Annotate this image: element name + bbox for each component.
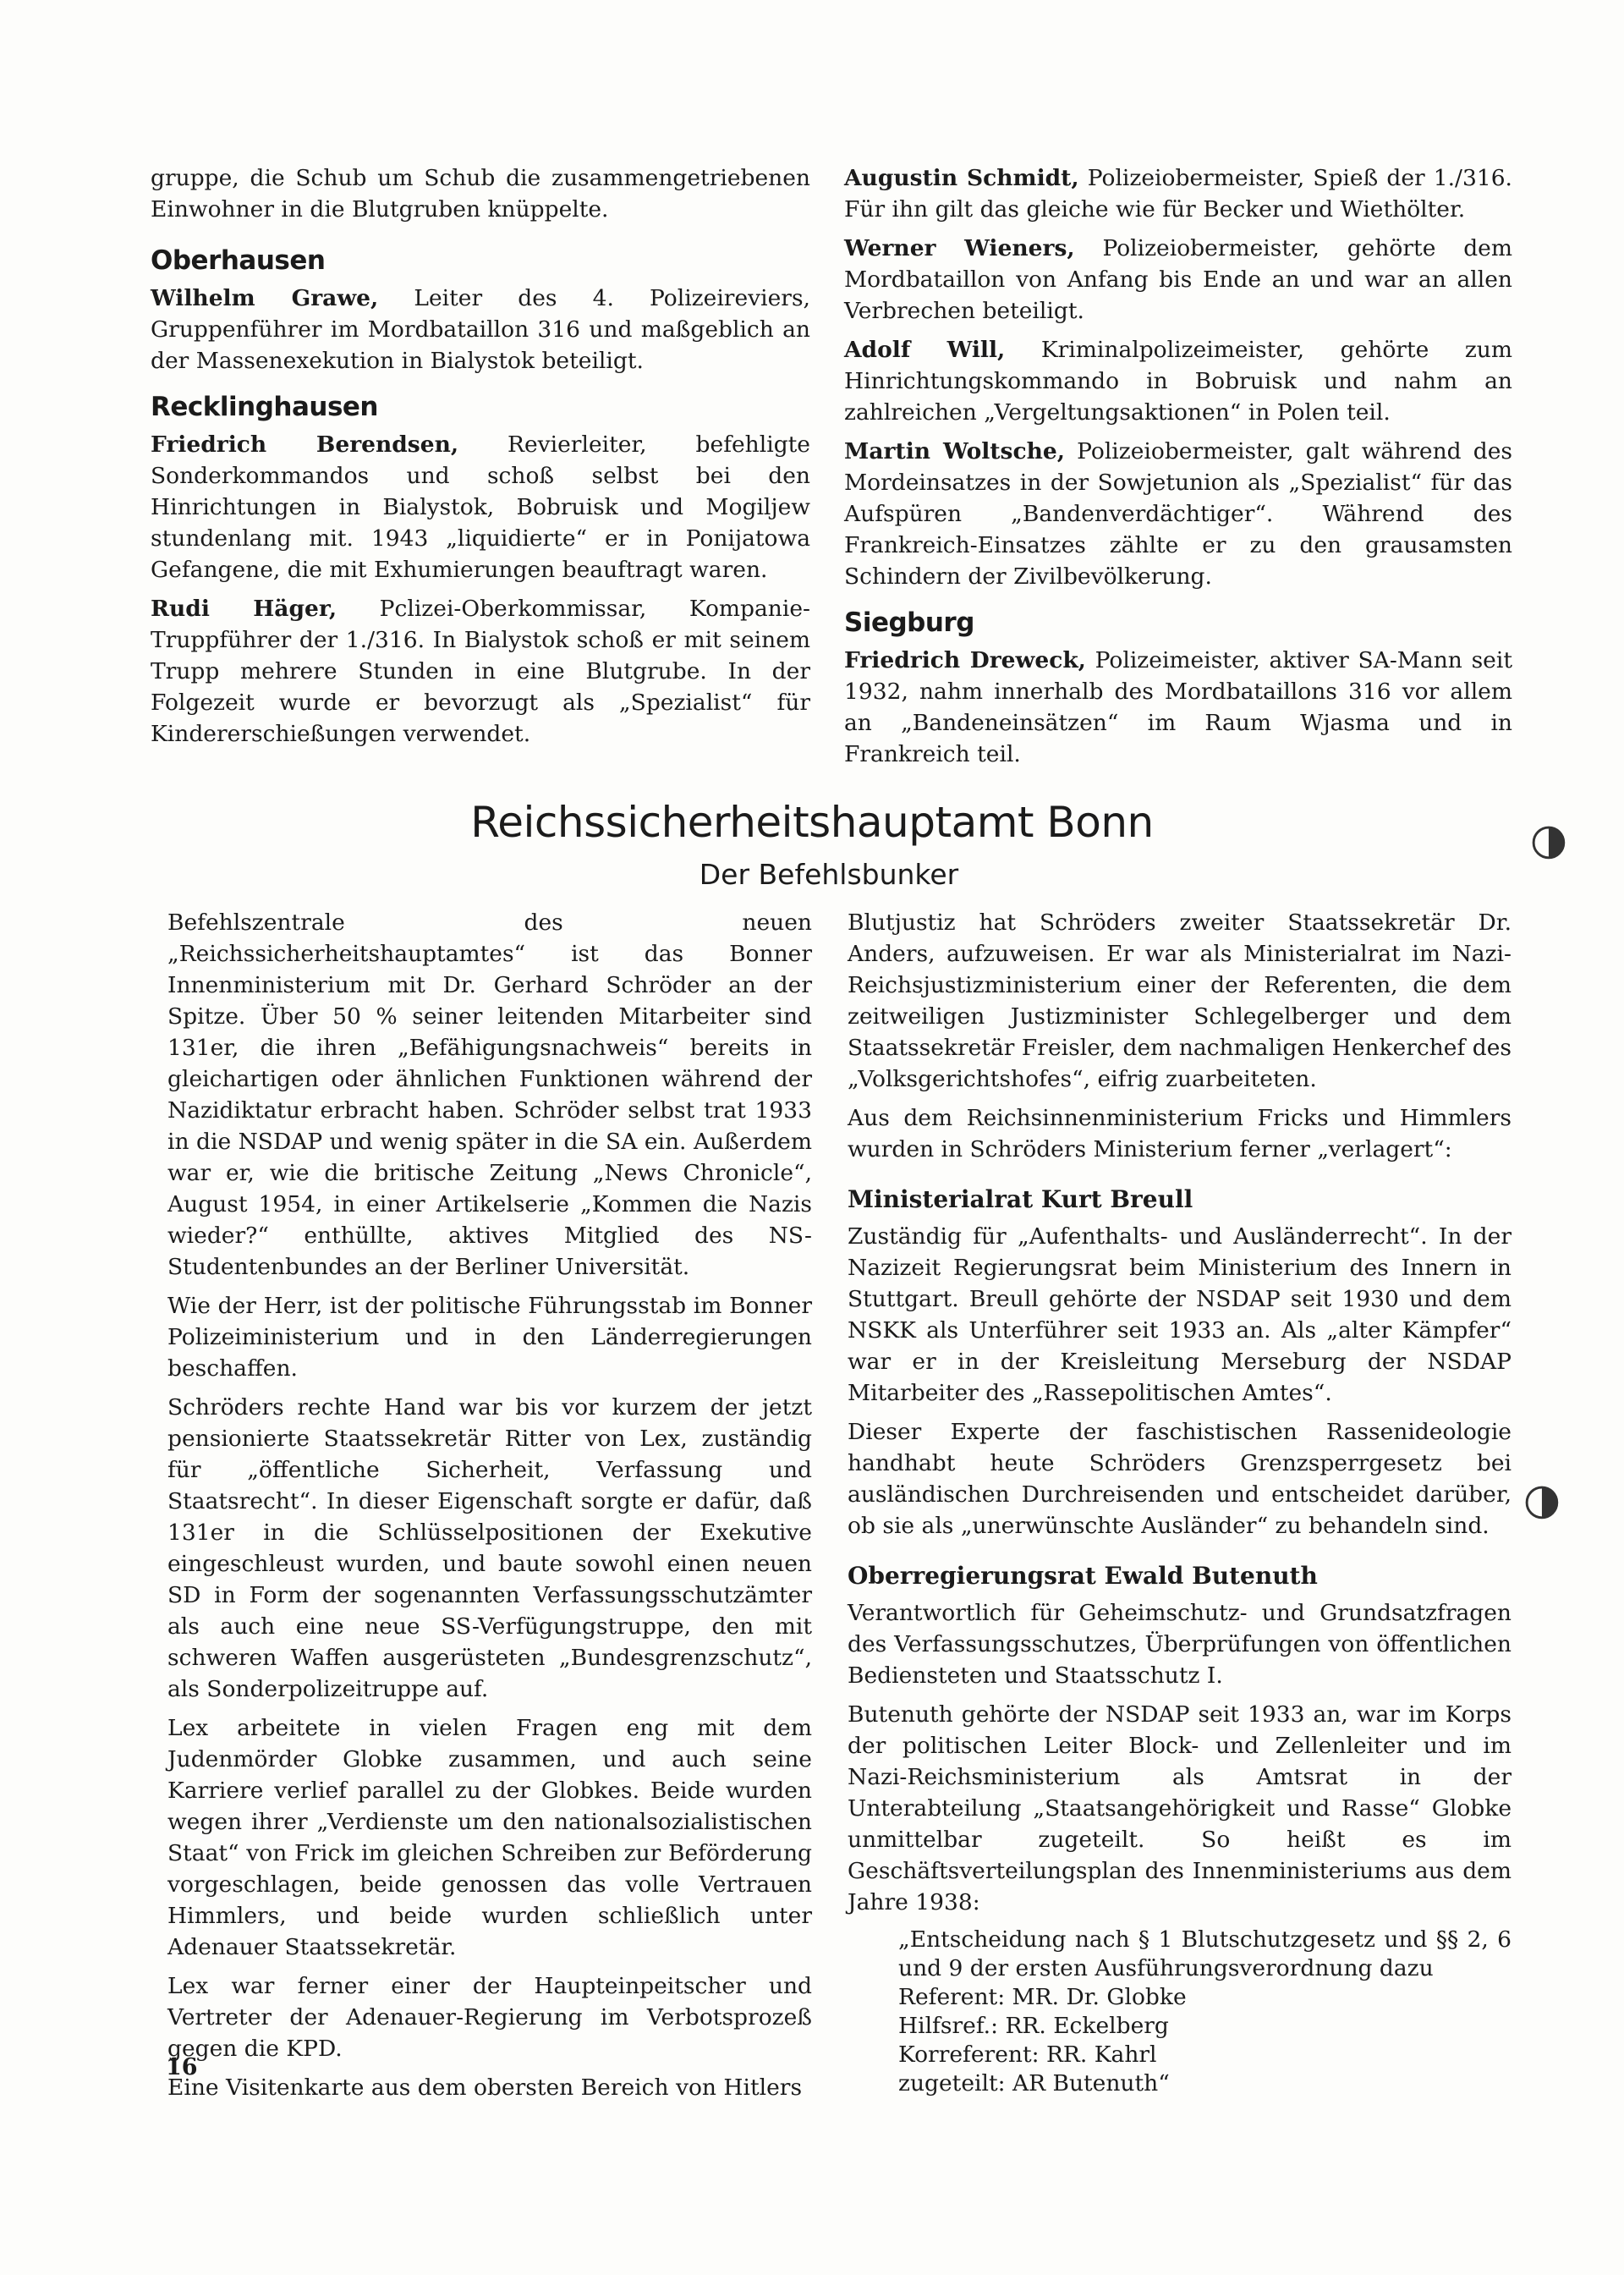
- quote-line: zugeteilt: AR Butenuth“: [898, 2070, 1170, 2096]
- person-name: Adolf Will,: [844, 337, 1006, 363]
- quote-line: „Entscheidung nach § 1 Blutschutzgesetz und §§ 2, 6 und 9 der ersten Ausführungsverordnung dazu: [898, 1926, 1512, 1981]
- entry-paragraph: [151, 429, 810, 585]
- article-title: Reichssicherheitshauptamt Bonn: [470, 798, 1154, 847]
- body-paragraph: Butenuth gehörte der NSDAP seit 1933 an, war im Korps der politischen Leiter Block- und Zellenleiter und im Nazi-Reichsministerium als Amtsrat in der Unterabteilung „Staatsangehörigkeit und Rasse“ Globke unmittelbar zugeteilt. So heißt es im Geschäftsverteilungsplan des Innenministeriums aus dem Jahre 1938:: [848, 1701, 1512, 1915]
- binder-hole-mark: 🌗︎: [1529, 822, 1568, 865]
- entry-paragraph: [844, 162, 1512, 225]
- entry-text: Polizeimeister, aktiver SA-Mann seit 1932, nahm innerhalb des Mordbataillons 316 vor allem an „Bandeneinsätzen“ im Raum Wjasma und in Frankreich teil.: [844, 647, 1512, 767]
- entry-paragraph: [844, 436, 1512, 592]
- body-paragraph: Zuständig für „Aufenthalts- und Ausländerrecht“. In der Nazizeit Regierungsrat beim Ministerium des Innern in Stuttgart. Breull gehörte der NSDAP seit 1930 und dem NSKK als Unterführer seit 1933 an. Als „alter Kämpfer“ war er in der Kreisleitung Merseburg der NSDAP Mitarbeiter des „Rassepolitischen Amtes“.: [848, 1223, 1512, 1406]
- person-name: Friedrich Dreweck,: [844, 647, 1086, 673]
- quote-line: Korreferent: RR. Kahrl: [898, 2041, 1157, 2068]
- body-paragraph: Blutjustiz hat Schröders zweiter Staatssekretär Dr. Anders, aufzuweisen. Er war als Ministerialrat im Nazi-Reichsjustizministerium einer der Referenten, die dem zeitweiligen Justizminister Schlegelberger und dem Staatssekretär Freisler, dem nachmaligen Henkerchef des „Volksgerichtshofes“, eifrig zuarbeiteten.: [848, 909, 1512, 1092]
- city-heading-siegburg: Siegburg: [844, 607, 974, 638]
- city-heading-oberhausen: Oberhausen: [151, 245, 326, 276]
- entry-text: Polizeiobermeister, gehörte dem Mordbataillon von Anfang bis Ende an und war an allen Verbrechen beteiligt.: [844, 235, 1512, 324]
- entry-paragraph: [844, 334, 1512, 428]
- entry-paragraph: [151, 283, 810, 376]
- person-name: Martin Woltsche,: [844, 438, 1065, 464]
- body-paragraph: Wie der Herr, ist der politische Führungsstab im Bonner Polizeiministerium und in den Länderregierungen beschaffen.: [167, 1293, 812, 1382]
- quote-line: Hilfsref.: RR. Eckelberg: [898, 2013, 1169, 2039]
- body-paragraph: Dieser Experte der faschistischen Rassenideologie handhabt heute Schröders Grenzsperrgesetz bei ausländischen Durchreisenden und entscheidet darüber, ob sie als „unerwünschte Ausländer“ zu behandeln sind.: [848, 1419, 1512, 1539]
- binder-hole-mark: 🌗︎: [1522, 1482, 1561, 1525]
- body-paragraph: Verantwortlich für Geheimschutz- und Grundsatzfragen des Verfassungsschutzes, Überprüfungen von öffentlichen Bediensteten und Staatsschutz I.: [848, 1600, 1512, 1689]
- person-name: Werner Wieners,: [844, 235, 1075, 261]
- person-name: Friedrich Berendsen,: [151, 431, 459, 458]
- intro-paragraph: gruppe, die Schub um Schub die zusammengetriebenen Einwohner in die Blutgruben knüppelte.: [151, 165, 810, 223]
- quote-block: [848, 1926, 1512, 2098]
- top-left-column: [151, 162, 810, 757]
- entry-paragraph: [844, 233, 1512, 327]
- entry-text: Polizeiobermeister, galt während des Mordeinsatzes in der Sowjetunion als „Spezialist“ für das Aufspüren „Bandenverdächtiger“. Während des Frankreich-Einsatzes zählte er zu den grausamsten Schindern der Zivilbevölkerung.: [844, 438, 1512, 590]
- entry-text: Revierleiter, befehligte Sonderkommandos und schoß selbst bei den Hinrichtungen in Bialystok, Bobruisk und Mogiljew stundenlang mit. 1943 „liquidierte“ er in Ponijatowa Gefangene, die mit Exhumierungen beauftragt waren.: [151, 431, 810, 583]
- body-paragraph: Aus dem Reichsinnenministerium Fricks und Himmlers wurden in Schröders Ministerium ferner „verlagert“:: [848, 1105, 1512, 1162]
- section-heading-breull: Ministerialrat Kurt Breull: [848, 1185, 1193, 1213]
- body-paragraph: Lex war ferner einer der Haupteinpeitscher und Vertreter der Adenauer-Regierung im Verbotsprozeß gegen die KPD.: [167, 1973, 812, 2062]
- entry-text: Pclizei-Oberkommissar, Kompanie-Truppführer der 1./316. In Bialystok schoß er mit seinem Trupp mehrere Stunden in eine Blutgrube. In der Folgezeit wurde er bevorzugt als „Spezialist“ für Kindererschießungen verwendet.: [151, 596, 810, 747]
- bottom-left-column: [167, 907, 812, 2111]
- quote-line: Referent: MR. Dr. Globke: [898, 1984, 1187, 2010]
- body-paragraph: Lex arbeitete in vielen Fragen eng mit dem Judenmörder Globke zusammen, und auch seine Karriere verlief parallel zu der Globkes. Beide wurden wegen ihrer „Verdienste um den nationalsozialistischen Staat“ von Frick im gleichen Schreiben zur Beförderung vorgeschlagen, beide genossen das volle Vertrauen Himmlers, und beide wurden schließlich unter Adenauer Staatssekretär.: [167, 1715, 812, 1960]
- person-name: Rudi Häger,: [151, 596, 337, 622]
- body-paragraph: Eine Visitenkarte aus dem obersten Bereich von Hitlers: [167, 2074, 803, 2101]
- top-right-column: [844, 162, 1512, 778]
- person-name: Augustin Schmidt,: [844, 165, 1079, 191]
- page-number: 16: [166, 2054, 198, 2080]
- person-name: Wilhelm Grawe,: [151, 285, 379, 311]
- city-heading-recklinghausen: Recklinghausen: [151, 392, 379, 422]
- entry-text: Polizeiobermeister, Spieß der 1./316. Für ihn gilt das gleiche wie für Becker und Wiethölter.: [844, 165, 1512, 223]
- entry-text: Leiter des 4. Polizeireviers, Gruppenführer im Mordbataillon 316 und maßgeblich an der Massenexekution in Bialystok beteiligt.: [151, 285, 810, 374]
- article-subtitle: Der Befehlsbunker: [699, 858, 959, 891]
- bottom-right-column: [848, 907, 1512, 2098]
- entry-text: Kriminalpolizeimeister, gehörte zum Hinrichtungskommando in Bobruisk und nahm an zahlreichen „Vergeltungsaktionen“ in Polen teil.: [844, 337, 1512, 426]
- section-heading-butenuth: Oberregierungsrat Ewald Butenuth: [848, 1562, 1318, 1590]
- body-paragraph: Befehlszentrale des neuen „Reichssicherheitshauptamtes“ ist das Bonner Innenministerium mit Dr. Gerhard Schröder an der Spitze. Über 50 % seiner leitenden Mitarbeiter sind 131er, die ihren „Befähigungsnachweis“ bereits in gleichartigen oder ähnlichen Funktionen während der Nazidiktatur erbracht haben. Schröder selbst trat 1933 in die NSDAP und wenig später in die SA ein. Außerdem war er, wie die britische Zeitung „News Chronicle“, August 1954, in einer Artikelserie „Kommen die Nazis wieder?“ enthüllte, aktives Mitglied des NS-Studentenbundes an der Berliner Universität.: [167, 909, 812, 1280]
- entry-paragraph: [844, 645, 1512, 770]
- entry-paragraph: [151, 593, 810, 750]
- body-paragraph: Schröders rechte Hand war bis vor kurzem der jetzt pensionierte Staatssekretär Ritter von Lex, zuständig für „öffentliche Sicherheit, Verfassung und Staatsrecht“. In dieser Eigenschaft sorgte er dafür, daß 131er in die Schlüsselpositionen der Exekutive eingeschleust wurden, und baute sowohl einen neuen SD in Form der sogenannten Verfassungsschutzämter als auch eine neue SS-Verfügungstruppe, den mit schweren Waffen ausgerüsteten „Bundesgrenzschutz“, als Sonderpolizeitruppe auf.: [167, 1394, 812, 1702]
